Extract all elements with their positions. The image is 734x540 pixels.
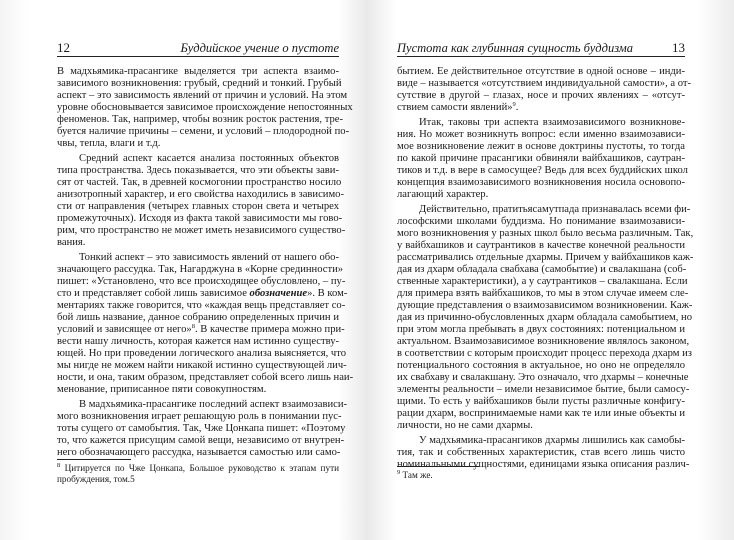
paragraph bbox=[397, 117, 688, 201]
footnote bbox=[57, 463, 339, 485]
text-line: чвы, тепла, влаги и т.д. bbox=[57, 138, 161, 149]
text-line: ственные характеристики), а у саутрантиков – свалакшана. Если bbox=[397, 276, 688, 287]
footnote-marker: 8 bbox=[191, 323, 195, 330]
text-line: пробуждения, том.5 bbox=[57, 474, 135, 484]
text-line: феноменов. Так, например, чтобы возник росток растения, тре- bbox=[57, 114, 344, 125]
text-line bbox=[57, 323, 345, 336]
page-number: 13 bbox=[672, 40, 685, 55]
text-segment: . bbox=[515, 102, 519, 113]
text-line: мое возникновение лежит в основе доктрины пустоты, то тогда bbox=[397, 141, 685, 152]
text-line: ния. Но может возникнуть вопрос: если именно взаимозависи- bbox=[397, 129, 685, 140]
paragraph bbox=[57, 66, 353, 150]
text-segment: ствием самости явлений» bbox=[397, 102, 513, 113]
text-line: тоты сущего от самобытия. Так, Чже Цонкапа пишет: «Поэтому bbox=[57, 423, 346, 434]
text-line: тиков и т.д. в вере в самосущее? Ведь для всех буддийских школ bbox=[397, 165, 688, 176]
text-line: буется наличие причины – семени, и условий – плодородной по- bbox=[57, 126, 350, 137]
text-line: концепция взаимозависимого возникновения носила основопо- bbox=[397, 177, 685, 188]
text-line: личности, но не сами дхармы. bbox=[397, 420, 533, 431]
text-line: дующие представления о взаимозависимом возникновении. Каж- bbox=[397, 300, 693, 311]
text-line: анизотропный характер, и его свойства находились в зависимо- bbox=[57, 189, 344, 200]
text-line: потенциального состояния в актуальное, но оно не определяло bbox=[397, 360, 685, 371]
text-line: рим, что пространство не может иметь независимого существо- bbox=[57, 225, 346, 236]
text-line: лософскими школами буддизма. Но понимание взаимозависи- bbox=[397, 216, 685, 227]
text-line: мы нигде не можем найти никакой истинно существующей лич- bbox=[57, 360, 347, 371]
text-line: мого возникновения у разных школ было весьма различным. Так, bbox=[397, 228, 694, 239]
text-line: сутствие в другой – глазах, носе и прочих явлениях – «отсут- bbox=[397, 90, 685, 101]
text-line: вести нашу личность, которая кажется нам истинно существу- bbox=[57, 336, 340, 347]
text-segment: Цитируется по Чже Цонкапа, Большое руководство к этапам пути bbox=[60, 463, 339, 473]
text-line: ментариях также говорится, что «каждая вещь представляет со- bbox=[57, 300, 346, 311]
text-line: ности, и она, таким образом, представляет собой всего лишь наи- bbox=[57, 372, 354, 383]
text-segment: Там же. bbox=[400, 470, 433, 480]
text-line: Итак, таковы три аспекта взаимозависимого возникнове- bbox=[419, 117, 685, 128]
text-line: их свабхаву и свалакшану. Это означало, что дхармы – конечные bbox=[397, 372, 689, 383]
text-line: ющей. Но при проведении логического анализа выясняется, что bbox=[57, 348, 347, 359]
paragraph bbox=[397, 204, 694, 432]
text-line: Тонкий аспект – это зависимость явлений от нашего обо- bbox=[79, 252, 339, 263]
emphasis: обозначение bbox=[249, 288, 308, 299]
text-line: У мадхьямика-прасангиков дхармы лишились как самобы- bbox=[419, 435, 685, 446]
paragraph bbox=[57, 153, 346, 249]
text-segment: . В качестве примера можно при- bbox=[194, 324, 345, 335]
text-line: него обозначающего рассудка, называется самостью или само- bbox=[57, 447, 341, 458]
text-line: дая из причинно-обусловленных дхарм обладала самобытием, но bbox=[397, 312, 693, 323]
text-line: для примера взять вайбхашиков, то мы в этом случае имеем сле- bbox=[397, 288, 689, 299]
footnote-marker: 9 bbox=[397, 469, 401, 476]
paragraph bbox=[57, 252, 354, 396]
page-body bbox=[397, 66, 694, 474]
text-line: аспект – это зависимость явлений от причин и условий. На этом bbox=[57, 90, 348, 101]
text-line: промежуточных). Исходя из факта такой зависимости мы гово- bbox=[57, 213, 343, 224]
text-line: виде – называется «отсутствием индивидуальной самости», а от- bbox=[397, 78, 692, 89]
text-line: в соответствии с которым происходит процесс перехода дхарм из bbox=[397, 348, 692, 359]
text-line: уровне обосновывается зависимое происхождение непостоянных bbox=[57, 102, 353, 113]
text-line: то, что кажется присущим самой вещи, независимо от внутрен- bbox=[57, 435, 345, 446]
text-line: зависимого возникновения: грубый, средний и тонкий. Грубый bbox=[57, 78, 342, 89]
text-line: рассматривались отдельные дхармы. Причем у вайбхашиков каж- bbox=[397, 252, 694, 263]
text-line: актуальном. Взаимозависимое возникновение являлось законом, bbox=[397, 336, 690, 347]
text-line bbox=[57, 463, 339, 474]
text-line: элементы реальности – имели независимое бытие, были самосу- bbox=[397, 384, 690, 395]
footnote-divider bbox=[397, 466, 479, 467]
text-line bbox=[397, 470, 685, 481]
running-title: Пустота как глубинная сущность буддизма bbox=[397, 41, 633, 55]
paragraph bbox=[397, 66, 692, 114]
text-line: В мадхьямика-прасангике выделяется три аспекта взаимо- bbox=[57, 66, 339, 77]
text-segment: условий и зависящее от него» bbox=[57, 324, 192, 335]
text-line: дая из дхарм обладала свабхава (самобытие) и свалакшана (соб- bbox=[397, 264, 687, 275]
text-line: тия, так и собственных характеристик, став всего лишь чисто bbox=[397, 447, 685, 458]
text-line: типа пространства. Здесь показывается, что эти объекты зави- bbox=[57, 165, 339, 176]
text-line: по какой причине прасангики обвиняли вайбхашиков, саутран- bbox=[397, 153, 685, 164]
text-line bbox=[397, 102, 685, 114]
text-segment: ». В ком- bbox=[307, 288, 348, 299]
text-line: бой лишь название, данное собранию определенных причин и bbox=[57, 312, 339, 323]
page-header bbox=[397, 40, 685, 57]
text-line: щими. То есть у вайбхашиков были пусты различные конфигу- bbox=[397, 396, 685, 407]
text-line: сят от частей. Так, в древней космогонии пространство носило bbox=[57, 177, 342, 188]
text-segment: сто и представляет собой лишь зависимое bbox=[57, 288, 250, 299]
page-body bbox=[57, 66, 354, 462]
text-line: Средний аспект касается анализа постоянных объектов bbox=[79, 153, 339, 164]
text-line bbox=[57, 288, 348, 300]
text-line: значающего рассудка. Так, Нагарджуна в «Корне срединности» bbox=[57, 264, 344, 275]
text-line: лагающий характер. bbox=[397, 189, 489, 200]
text-line: при этом могла пребывать в двух состояниях: потенциальном и bbox=[397, 324, 685, 335]
text-line: мого возникновения играет решающую роль в понимании пус- bbox=[57, 411, 342, 422]
text-line: пишет: «Установлено, что все происходящее обусловлено, – пу- bbox=[57, 276, 346, 287]
page-number: 12 bbox=[57, 40, 70, 55]
footnote-marker: 8 bbox=[57, 462, 61, 469]
text-line: В мадхьямика-прасангике последний аспект взаимозависи- bbox=[79, 399, 348, 410]
text-line: номинальными сущностями, единицами языка описания различ- bbox=[397, 459, 690, 470]
footnote-marker: 9 bbox=[512, 101, 516, 108]
text-line: менование, приписанное пяти совокупностям. bbox=[57, 384, 267, 395]
text-line: у вайбхашиков и саутрантиков в качестве конечной реальности bbox=[397, 240, 685, 251]
text-line: сти от направления (четырех главных сторон света и четырех bbox=[57, 201, 339, 212]
text-line: вания. bbox=[57, 237, 86, 248]
footnote-divider bbox=[57, 459, 131, 460]
footnote bbox=[397, 470, 685, 481]
text-line: Действительно, пратитьясамутпада признавалась всеми фи- bbox=[419, 204, 691, 215]
page-header bbox=[57, 40, 339, 57]
text-line: бытием. Ее действительное отсутствие в одной основе – инди- bbox=[397, 66, 685, 77]
paragraph bbox=[57, 399, 348, 459]
text-line: рации дхарм, воспринимаемые нами как те или иные объекты и bbox=[397, 408, 686, 419]
running-title: Буддийское учение о пустоте bbox=[180, 41, 339, 55]
